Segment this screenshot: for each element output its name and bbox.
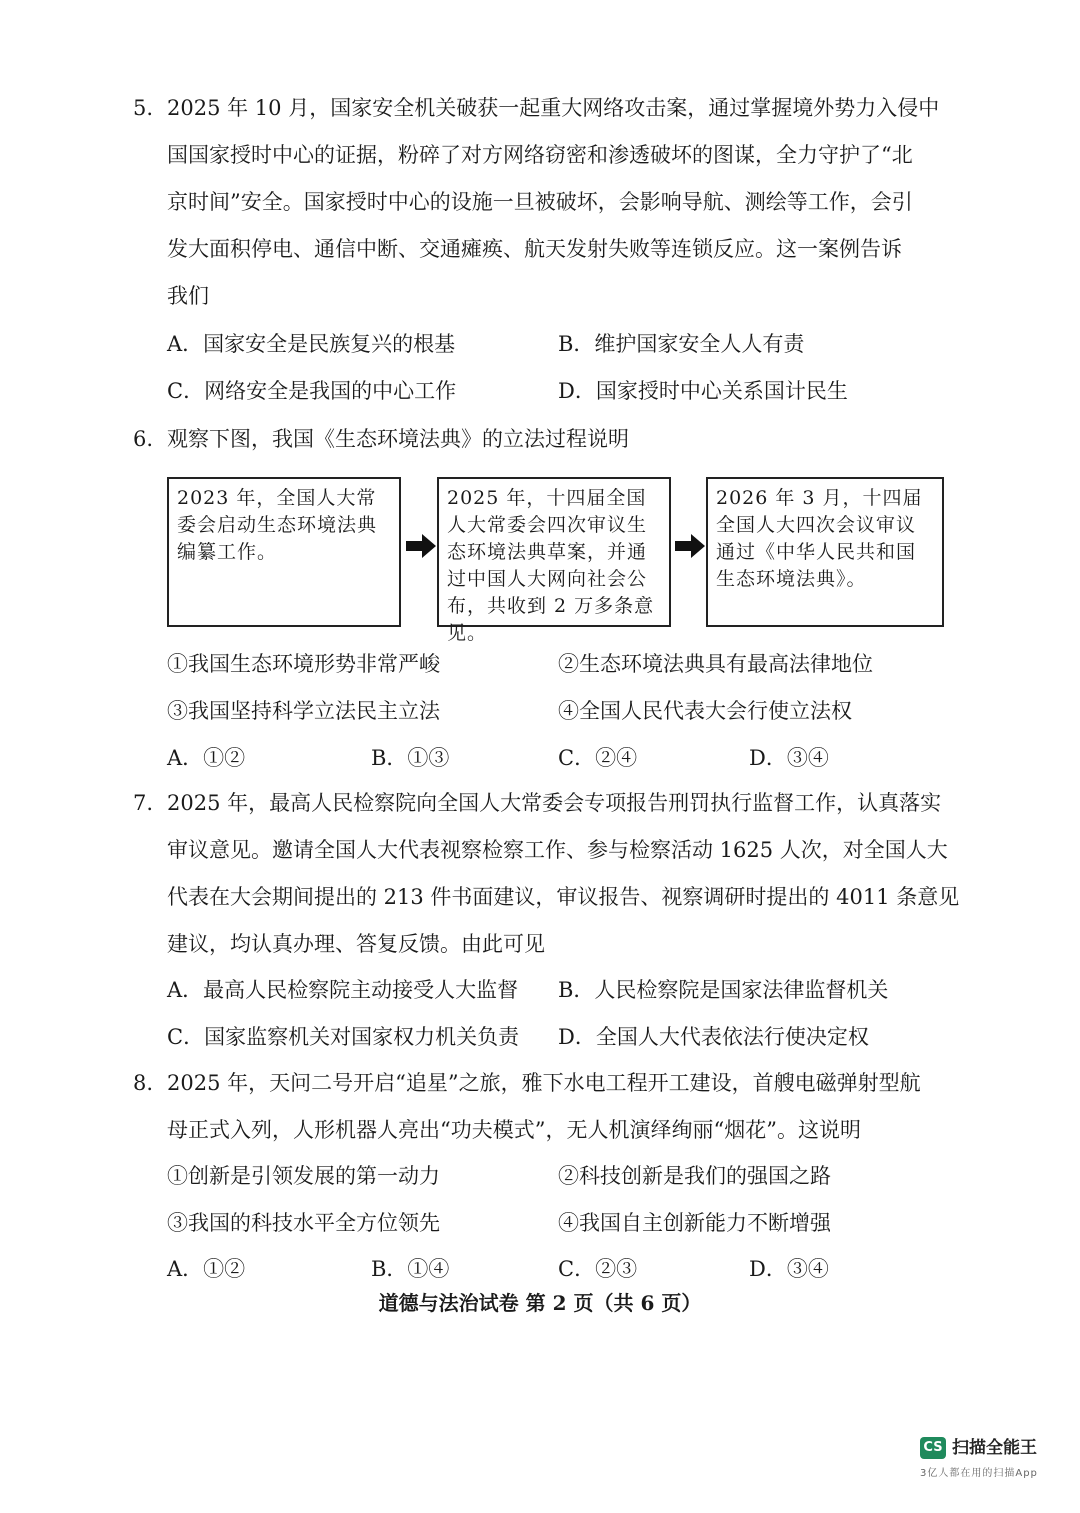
- camscanner-logo-icon: CS: [920, 1437, 946, 1459]
- option-d: D．国家授时中心关系国计民生: [558, 379, 848, 403]
- flow-box-2026: 2026 年 3 月，十四届全国人大四次会议审议通过《中华人民共和国生态环境法典》。: [706, 477, 944, 627]
- question-number: 7.: [133, 791, 154, 815]
- option-b: B．①④: [371, 1257, 450, 1281]
- statement-3: ③我国的科技水平全方位领先: [167, 1211, 440, 1235]
- question-text-line: 2025 年，最高人民检察院向全国人大常委会专项报告刑罚执行监督工作，认真落实: [167, 791, 942, 815]
- option-c: C．国家监察机关对国家权力机关负责: [167, 1025, 520, 1049]
- question-text-line: 2025 年，天问二号开启“追星”之旅，雅下水电工程开工建设，首艘电磁弹射型航: [167, 1071, 921, 1095]
- option-c: C．②③: [558, 1257, 638, 1281]
- question-text-line: 京时间”安全。国家授时中心的设施一旦被破坏，会影响导航、测绘等工作，会引: [167, 190, 913, 214]
- statement-1: ①我国生态环境形势非常严峻: [167, 652, 440, 676]
- option-c: C．②④: [558, 746, 638, 770]
- question-number: 8.: [133, 1071, 154, 1095]
- question-text-line: 审议意见。邀请全国人大代表视察检察工作、参与检察活动 1625 人次，对全国人大: [167, 838, 948, 862]
- question-text-line: 我们: [167, 284, 209, 308]
- statement-4: ④我国自主创新能力不断增强: [558, 1211, 831, 1235]
- option-a: A．最高人民检察院主动接受人大监督: [167, 978, 519, 1002]
- option-a: A．国家安全是民族复兴的根基: [167, 332, 456, 356]
- option-c: C．网络安全是我国的中心工作: [167, 379, 457, 403]
- watermark-title: 扫描全能王: [952, 1438, 1037, 1458]
- question-number: 5.: [133, 96, 154, 120]
- option-b: B．维护国家安全人人有责: [558, 332, 805, 356]
- arrow-right-icon: [675, 534, 705, 558]
- option-d: D．全国人大代表依法行使决定权: [558, 1025, 869, 1049]
- flow-box-2025: 2025 年，十四届全国人大常委会四次审议生态环境法典草案，并通过中国人大网向社会公布，共收到 2 万多条意见。: [437, 477, 671, 627]
- question-number: 6.: [133, 427, 154, 451]
- question-stem: 观察下图，我国《生态环境法典》的立法过程说明: [167, 427, 629, 451]
- statement-2: ②生态环境法典具有最高法律地位: [558, 652, 873, 676]
- watermark-subtitle: 3亿人都在用的扫描App: [920, 1468, 1038, 1479]
- question-text-line: 2025 年 10 月，国家安全机关破获一起重大网络攻击案，通过掌握境外势力入侵中: [167, 96, 940, 120]
- statement-3: ③我国坚持科学立法民主立法: [167, 699, 440, 723]
- scanner-watermark: [920, 1437, 1050, 1481]
- flow-box-2023: 2023 年，全国人大常委会启动生态环境法典编纂工作。: [167, 477, 401, 627]
- option-a: A．①②: [167, 746, 246, 770]
- question-text-line: 母正式入列，人形机器人亮出“功夫模式”，无人机演绎绚丽“烟花”。这说明: [167, 1118, 861, 1142]
- option-d: D．③④: [749, 1257, 829, 1281]
- statement-4: ④全国人民代表大会行使立法权: [558, 699, 852, 723]
- question-text-line: 国国家授时中心的证据，粉碎了对方网络窃密和渗透破坏的图谋，全力守护了“北: [167, 143, 913, 167]
- option-b: B．①③: [371, 746, 450, 770]
- statement-2: ②科技创新是我们的强国之路: [558, 1164, 831, 1188]
- question-text-line: 代表在大会期间提出的 213 件书面建议，审议报告、视察调研时提出的 4011 条意见: [167, 885, 960, 909]
- option-a: A．①②: [167, 1257, 246, 1281]
- statement-1: ①创新是引领发展的第一动力: [167, 1164, 440, 1188]
- page-footer: 道德与法治试卷 第 2 页（共 6 页）: [378, 1291, 702, 1315]
- question-text-line: 发大面积停电、通信中断、交通瘫痪、航天发射失败等连锁反应。这一案例告诉: [167, 237, 902, 261]
- arrow-right-icon: [406, 534, 436, 558]
- question-text-line: 建议，均认真办理、答复反馈。由此可见: [167, 932, 545, 956]
- option-b: B．人民检察院是国家法律监督机关: [558, 978, 889, 1002]
- option-d: D．③④: [749, 746, 829, 770]
